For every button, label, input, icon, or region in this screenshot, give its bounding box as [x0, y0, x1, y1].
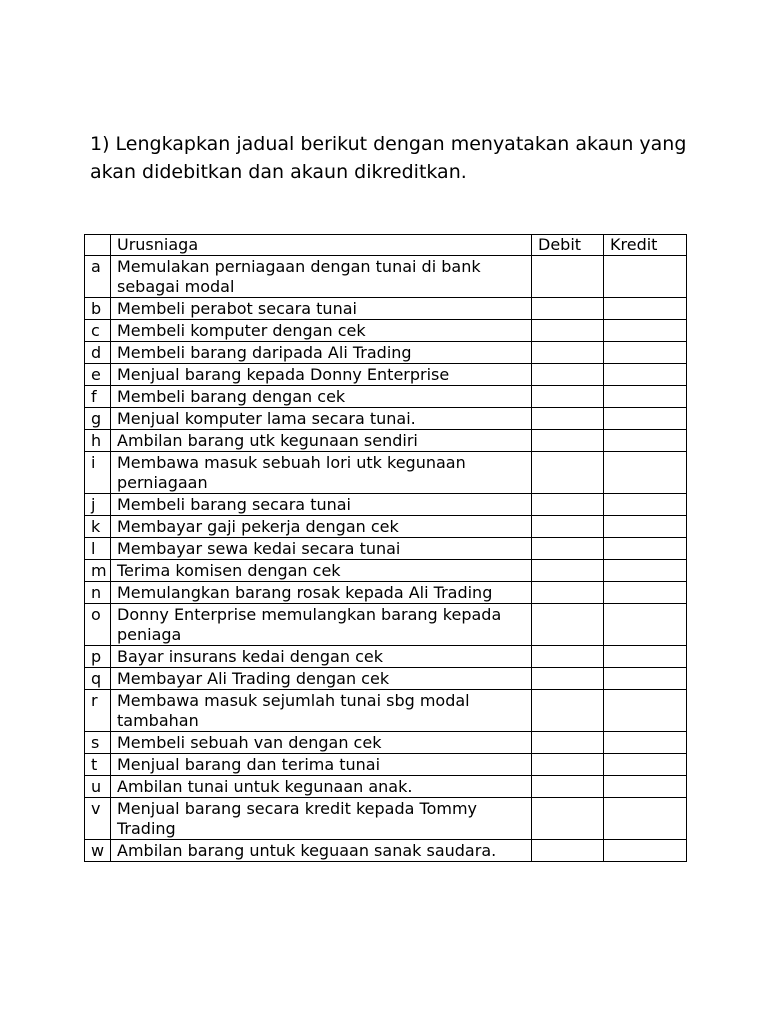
row-credit-cell[interactable]: [604, 430, 687, 452]
table-row: [85, 646, 687, 668]
row-letter: s: [85, 732, 111, 754]
row-letter: o: [85, 604, 111, 646]
table-row: [85, 732, 687, 754]
table-row: [85, 430, 687, 452]
row-debit-cell[interactable]: [532, 256, 604, 298]
table-row: [85, 364, 687, 386]
table-header-row: [85, 235, 687, 256]
row-debit-cell[interactable]: [532, 560, 604, 582]
row-debit-cell[interactable]: [532, 516, 604, 538]
row-credit-cell[interactable]: [604, 776, 687, 798]
row-credit-cell[interactable]: [604, 798, 687, 840]
row-debit-cell[interactable]: [532, 798, 604, 840]
row-letter: g: [85, 408, 111, 430]
row-credit-cell[interactable]: [604, 732, 687, 754]
table-row: [85, 298, 687, 320]
row-letter: i: [85, 452, 111, 494]
row-debit-cell[interactable]: [532, 364, 604, 386]
row-credit-cell[interactable]: [604, 754, 687, 776]
table-row: [85, 408, 687, 430]
row-transaction: Membeli perabot secara tunai: [111, 298, 532, 320]
row-letter: n: [85, 582, 111, 604]
row-letter: e: [85, 364, 111, 386]
row-credit-cell[interactable]: [604, 668, 687, 690]
row-transaction: Menjual barang dan terima tunai: [111, 754, 532, 776]
row-debit-cell[interactable]: [532, 840, 604, 862]
table-body: [85, 256, 687, 862]
row-letter: b: [85, 298, 111, 320]
row-transaction: Donny Enterprise memulangkan barang kepada peniaga: [111, 604, 532, 646]
row-credit-cell[interactable]: [604, 342, 687, 364]
row-credit-cell[interactable]: [604, 604, 687, 646]
table-row: [85, 776, 687, 798]
row-letter: f: [85, 386, 111, 408]
row-credit-cell[interactable]: [604, 582, 687, 604]
row-transaction: Membeli barang secara tunai: [111, 494, 532, 516]
row-debit-cell[interactable]: [532, 732, 604, 754]
row-credit-cell[interactable]: [604, 840, 687, 862]
question-text: 1) Lengkapkan jadual berikut dengan menyatakan akaun yang akan didebitkan dan akaun dikreditkan.: [90, 133, 687, 183]
row-credit-cell[interactable]: [604, 452, 687, 494]
row-credit-cell[interactable]: [604, 560, 687, 582]
transaction-table: [84, 234, 687, 862]
row-letter: p: [85, 646, 111, 668]
row-credit-cell[interactable]: [604, 516, 687, 538]
row-transaction: Menjual komputer lama secara tunai.: [111, 408, 532, 430]
row-credit-cell[interactable]: [604, 494, 687, 516]
header-debit: Debit: [532, 235, 604, 256]
row-debit-cell[interactable]: [532, 690, 604, 732]
row-transaction: Menjual barang kepada Donny Enterprise: [111, 364, 532, 386]
row-transaction: Ambilan tunai untuk kegunaan anak.: [111, 776, 532, 798]
header-credit: Kredit: [604, 235, 687, 256]
row-credit-cell[interactable]: [604, 690, 687, 732]
row-debit-cell[interactable]: [532, 538, 604, 560]
row-debit-cell[interactable]: [532, 754, 604, 776]
row-transaction: Bayar insurans kedai dengan cek: [111, 646, 532, 668]
table-row: [85, 342, 687, 364]
table-row: [85, 840, 687, 862]
row-transaction: Membayar gaji pekerja dengan cek: [111, 516, 532, 538]
table-row: [85, 320, 687, 342]
row-letter: m: [85, 560, 111, 582]
table-row: [85, 668, 687, 690]
row-transaction: Memulakan perniagaan dengan tunai di bank sebagai modal: [111, 256, 532, 298]
table-row: [85, 582, 687, 604]
table-row: [85, 494, 687, 516]
row-debit-cell[interactable]: [532, 430, 604, 452]
row-letter: k: [85, 516, 111, 538]
row-debit-cell[interactable]: [532, 452, 604, 494]
table-row: [85, 798, 687, 840]
row-transaction: Membeli komputer dengan cek: [111, 320, 532, 342]
row-credit-cell[interactable]: [604, 538, 687, 560]
table-row: [85, 604, 687, 646]
row-debit-cell[interactable]: [532, 582, 604, 604]
table-row: [85, 754, 687, 776]
table-row: [85, 256, 687, 298]
row-transaction: Membeli sebuah van dengan cek: [111, 732, 532, 754]
row-debit-cell[interactable]: [532, 298, 604, 320]
row-letter: h: [85, 430, 111, 452]
row-letter: v: [85, 798, 111, 840]
row-debit-cell[interactable]: [532, 646, 604, 668]
row-debit-cell[interactable]: [532, 408, 604, 430]
row-transaction: Ambilan barang utk kegunaan sendiri: [111, 430, 532, 452]
row-transaction: Membeli barang daripada Ali Trading: [111, 342, 532, 364]
row-letter: t: [85, 754, 111, 776]
row-debit-cell[interactable]: [532, 604, 604, 646]
row-letter: w: [85, 840, 111, 862]
row-letter: c: [85, 320, 111, 342]
row-letter: j: [85, 494, 111, 516]
table-row: [85, 538, 687, 560]
row-letter: d: [85, 342, 111, 364]
row-debit-cell[interactable]: [532, 342, 604, 364]
row-transaction: Ambilan barang untuk keguaan sanak saudara.: [111, 840, 532, 862]
row-transaction: Terima komisen dengan cek: [111, 560, 532, 582]
row-transaction: Memulangkan barang rosak kepada Ali Trading: [111, 582, 532, 604]
row-transaction: Membeli barang dengan cek: [111, 386, 532, 408]
row-credit-cell[interactable]: [604, 386, 687, 408]
table-row: [85, 560, 687, 582]
row-transaction: Membawa masuk sejumlah tunai sbg modal tambahan: [111, 690, 532, 732]
row-letter: u: [85, 776, 111, 798]
row-credit-cell[interactable]: [604, 646, 687, 668]
header-transaction: Urusniaga: [111, 235, 532, 256]
table-row: [85, 452, 687, 494]
row-debit-cell[interactable]: [532, 494, 604, 516]
row-credit-cell[interactable]: [604, 364, 687, 386]
table-row: [85, 690, 687, 732]
row-transaction: Membawa masuk sebuah lori utk kegunaan perniagaan: [111, 452, 532, 494]
table-row: [85, 516, 687, 538]
row-letter: q: [85, 668, 111, 690]
row-credit-cell[interactable]: [604, 408, 687, 430]
header-letter: [85, 235, 111, 256]
row-transaction: Menjual barang secara kredit kepada Tommy Trading: [111, 798, 532, 840]
row-letter: l: [85, 538, 111, 560]
row-debit-cell[interactable]: [532, 386, 604, 408]
row-credit-cell[interactable]: [604, 256, 687, 298]
row-credit-cell[interactable]: [604, 298, 687, 320]
row-debit-cell[interactable]: [532, 668, 604, 690]
row-letter: r: [85, 690, 111, 732]
row-transaction: Membayar sewa kedai secara tunai: [111, 538, 532, 560]
row-transaction: Membayar Ali Trading dengan cek: [111, 668, 532, 690]
row-credit-cell[interactable]: [604, 320, 687, 342]
row-debit-cell[interactable]: [532, 776, 604, 798]
row-debit-cell[interactable]: [532, 320, 604, 342]
table-row: [85, 386, 687, 408]
row-letter: a: [85, 256, 111, 298]
